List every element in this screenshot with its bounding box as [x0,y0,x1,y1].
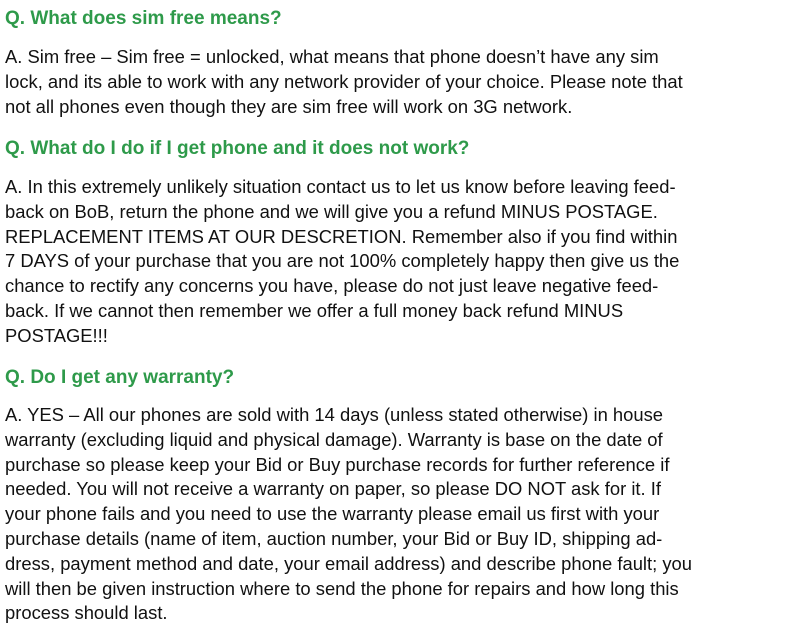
answer-line: A. In this extremely unlikely situation contact us to let us know before leaving feed- [5,176,676,197]
answer-line: will then be given instruction where to send the phone for repairs and how long this [5,577,679,599]
answer-line: purchase so please keep your Bid or Buy purchase records for further reference if [5,453,670,475]
faq-answer-phone-not-working [5,175,679,349]
answer-line: back on BoB, return the phone and we will give you a refund MINUS POSTAGE. [5,200,658,222]
answer-line: needed. You will not receive a warranty on paper, so please DO NOT ask for it. If [5,478,661,500]
faq-question-warranty: Q. Do I get any warranty? [5,367,235,388]
answer-line: lock, and its able to work with any network provider of your choice. Please note that [5,70,683,92]
answer-line: dress, payment method and date, your email address) and describe phone fault; you [5,552,692,574]
answer-line: purchase details (name of item, auction number, your Bid or Buy ID, shipping ad- [5,527,663,549]
answer-line: chance to rectify any concerns you have, please do not just leave negative feed- [5,275,659,297]
answer-line: your phone fails and you need to use the warranty please email us first with your [5,503,660,525]
answer-line: A. YES – All our phones are sold with 14 days (unless stated otherwise) in house [5,404,664,425]
answer-line: not all phones even though they are sim free will work on 3G network. [5,95,573,117]
answer-line: warranty (excluding liquid and physical damage). Warranty is base on the date of [5,428,663,450]
faq-question-phone-not-working: Q. What do I do if I get phone and it does not work? [5,138,470,159]
answer-line: A. Sim free – Sim free = unlocked, what means that phone doesn’t have any sim [5,46,659,67]
answer-line: REPLACEMENT ITEMS AT OUR DESCRETION. Remember also if you find within [5,225,678,247]
faq-answer-sim-free [5,45,683,119]
answer-line: POSTAGE!!! [5,324,108,346]
answer-line: process should last. [5,602,168,624]
answer-line: 7 DAYS of your purchase that you are not 100% completely happy then give us the [5,250,680,272]
faq-question-sim-free: Q. What does sim free means? [5,8,282,29]
answer-line: back. If we cannot then remember we offer a full money back refund MINUS [5,299,624,321]
faq-answer-warranty [5,403,692,626]
